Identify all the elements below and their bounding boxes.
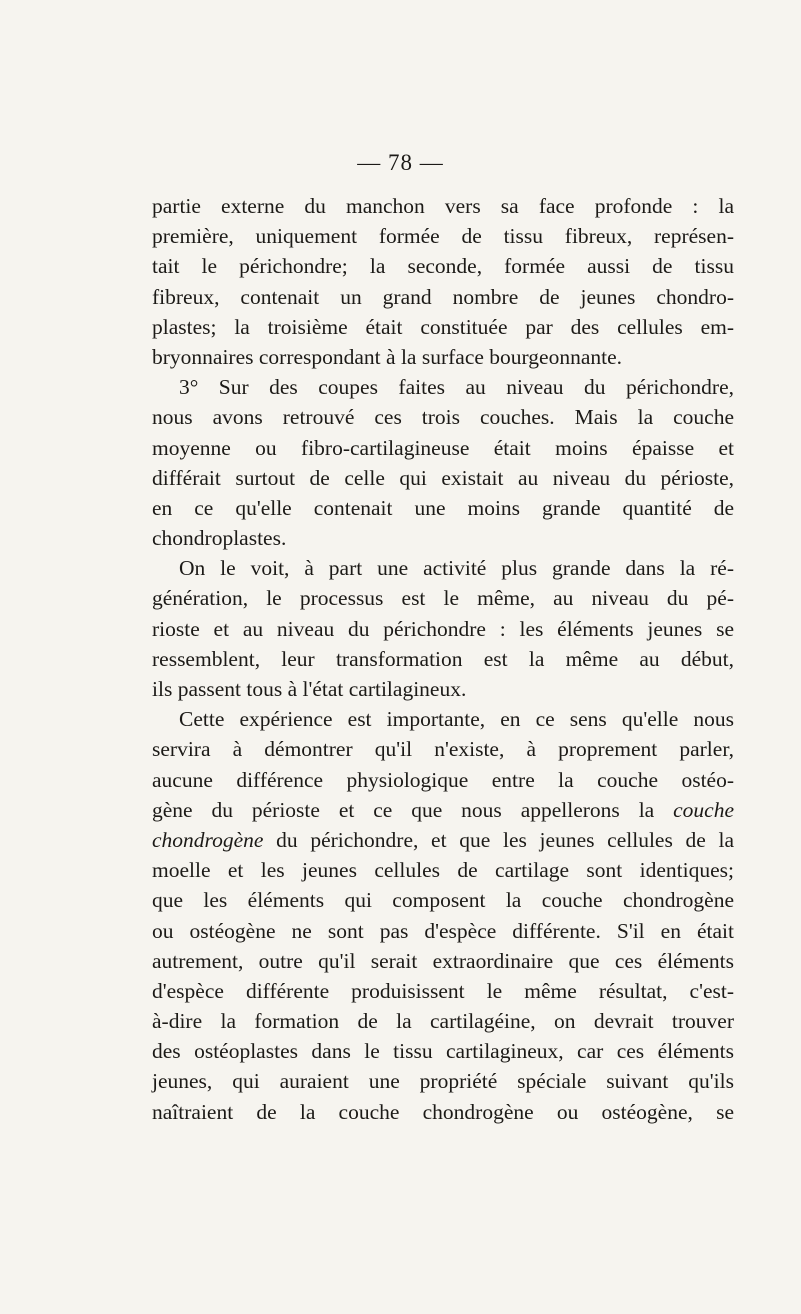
- text-line: à-dire la formation de la cartilagéine, on devrait trouver: [152, 1009, 734, 1034]
- text-line: tait le périchondre; la seconde, formée aussi de tissu: [152, 254, 734, 279]
- text-line: d'espèce différente produisissent le même résultat, c'est-: [152, 978, 734, 1003]
- italic-term: couche: [673, 797, 735, 822]
- text-line: plastes; la troisième était constituée par des cellules em-: [152, 314, 734, 339]
- text-line: moelle et les jeunes cellules de cartilage sont identiques;: [152, 858, 734, 883]
- text-line: première, uniquement formée de tissu fibreux, représen-: [152, 224, 734, 249]
- text-line: autrement, outre qu'il serait extraordinaire que ces éléments: [152, 948, 734, 973]
- text-line: aucune différence physiologique entre la couche ostéo-: [152, 767, 734, 792]
- text-line: ressemblent, leur transformation est la même au début,: [152, 646, 734, 671]
- text-segment: gène du périoste et ce que nous appellerons la: [152, 797, 655, 822]
- text-line: Cette expérience est importante, en ce sens qu'elle nous: [179, 707, 734, 732]
- text-line: ou ostéogène ne sont pas d'espèce différente. S'il en était: [152, 918, 734, 943]
- text-line: fibreux, contenait un grand nombre de jeunes chondro-: [152, 284, 734, 309]
- text-line-with-italic: [152, 825, 734, 855]
- page-number: — 78 —: [357, 150, 444, 175]
- text-line: en ce qu'elle contenait une moins grande quantité de: [152, 495, 734, 520]
- text-line: rioste et au niveau du périchondre : les éléments jeunes se: [152, 616, 734, 641]
- text-line: des ostéoplastes dans le tissu cartilagineux, car ces éléments: [152, 1039, 734, 1064]
- text-line: naîtraient de la couche chondrogène ou ostéogène, se: [152, 1099, 734, 1124]
- text-line: génération, le processus est le même, au niveau du pé-: [152, 586, 734, 611]
- text-line: que les éléments qui composent la couche chondrogène: [152, 888, 734, 913]
- text-line: chondroplastes.: [152, 526, 287, 551]
- text-line: nous avons retrouvé ces trois couches. Mais la couche: [152, 405, 734, 430]
- text-line: ils passent tous à l'état cartilagineux.: [152, 677, 467, 701]
- text-line: bryonnaires correspondant à la surface bourgeonnante.: [152, 344, 623, 369]
- text-line: On le voit, à part une activité plus grande dans la ré-: [179, 556, 734, 581]
- text-line: différait surtout de celle qui existait au niveau du périoste,: [152, 465, 734, 490]
- italic-term: chondrogène: [152, 827, 264, 852]
- text-line-with-italic: [152, 795, 734, 825]
- text-line: jeunes, qui auraient une propriété spéciale suivant qu'ils: [152, 1069, 734, 1094]
- text-line: 3° Sur des coupes faites au niveau du périchondre,: [179, 375, 734, 400]
- text-line: moyenne ou fibro-cartilagineuse était moins épaisse et: [152, 435, 734, 460]
- text-line: servira à démontrer qu'il n'existe, à proprement parler,: [152, 737, 734, 762]
- text-segment: du périchondre, et que les jeunes cellules de la: [276, 827, 735, 852]
- body-text: [152, 191, 734, 1127]
- text-line: partie externe du manchon vers sa face profonde : la: [152, 194, 734, 218]
